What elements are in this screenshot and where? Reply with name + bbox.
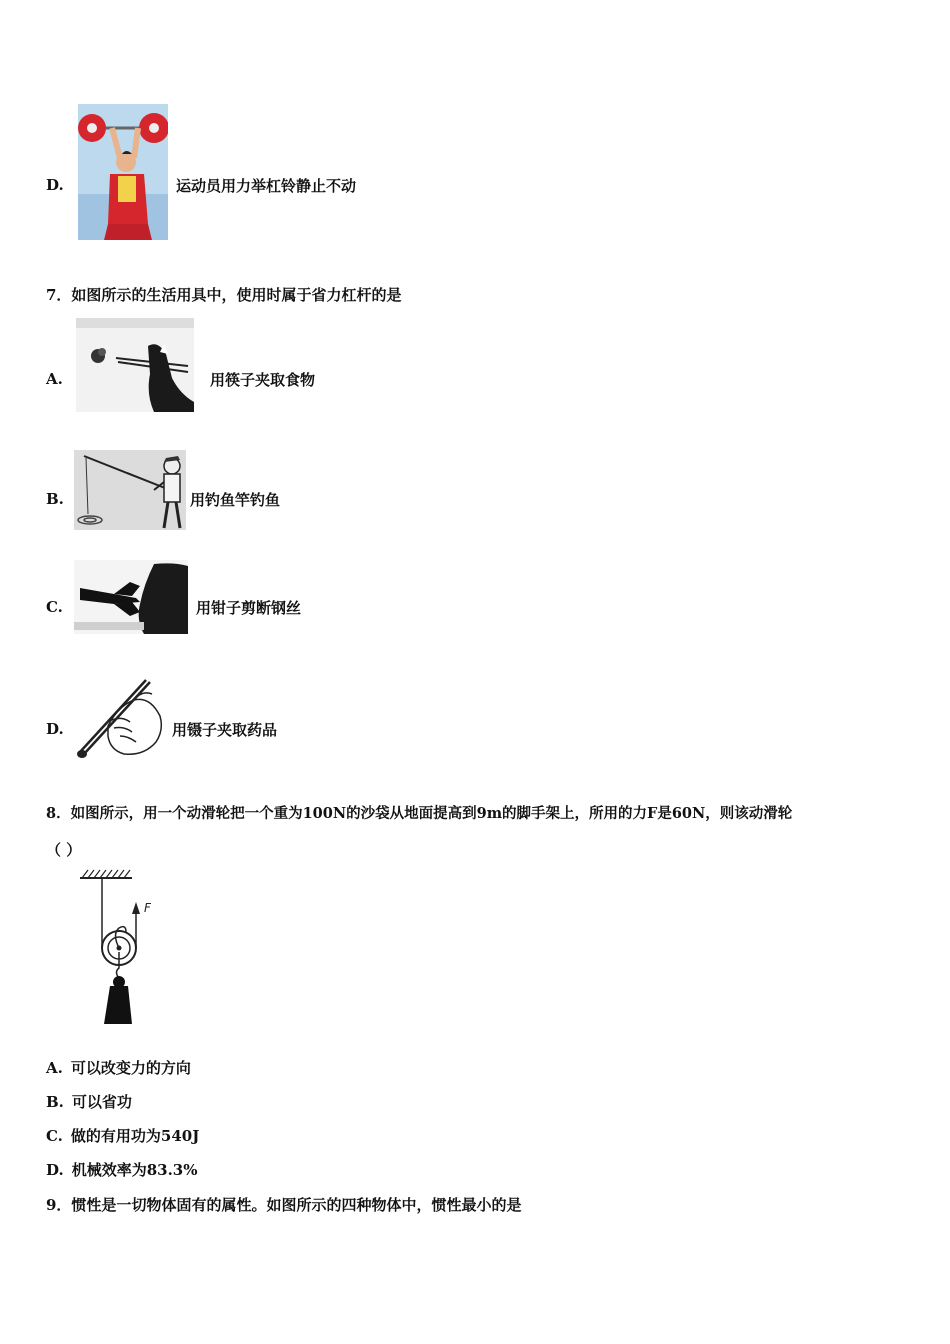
q6-option-d [0,100,950,250]
q7-option-b [0,446,950,536]
option-letter: D. [46,1161,64,1179]
option-text: 用镊子夹取药品 [172,721,278,739]
option-text: 做的有用功为540J [70,1127,200,1145]
q7-option-a [0,315,950,415]
q8-option-a [46,1058,191,1078]
option-text: 机械效率为83.3% [71,1161,198,1179]
fishing-rod-image [74,450,186,530]
option-text: 可以改变力的方向 [70,1059,191,1077]
option-text: 用钓鱼竿钓鱼 [190,491,281,509]
q7-option-d [0,672,950,768]
weightlifter-image [78,104,168,240]
q9-stem: 9．惯性是一切物体固有的属性。如图所示的四种物体中，惯性最小的是 [46,1196,522,1214]
option-letter: B. [46,490,64,508]
option-letter: A. [46,1059,63,1077]
q8-option-b [46,1092,132,1112]
option-letter: C. [46,598,63,616]
q8-stem-line1: 8．如图所示，用一个动滑轮把一个重为100N的沙袋从地面提高到9m的脚手架上，所用的力F是60N，则该动滑轮 [46,805,793,822]
option-text: 用钳子剪断钢丝 [196,599,302,617]
option-letter: D. [46,176,64,194]
q8-options [0,1058,950,1188]
q7-stem: 7．如图所示的生活用具中，使用时属于省力杠杆的是 [46,286,402,304]
tweezers-image [72,676,168,764]
option-letter: A. [46,370,63,388]
q8-option-d [46,1160,198,1180]
option-letter: B. [46,1093,64,1111]
pliers-image [74,560,188,634]
pulley-figure [74,868,164,1030]
option-text: 用筷子夹取食物 [210,371,316,389]
q8-option-c [46,1126,199,1146]
q8-stem-line2: （ ） [46,841,82,859]
option-text: 运动员用力举杠铃静止不动 [176,177,357,195]
option-letter: D. [46,720,64,738]
q7-option-c [0,556,950,640]
option-letter: C. [46,1127,63,1145]
chopsticks-image [76,318,194,412]
option-text: 可以省功 [71,1093,132,1111]
force-label: F [144,901,151,915]
